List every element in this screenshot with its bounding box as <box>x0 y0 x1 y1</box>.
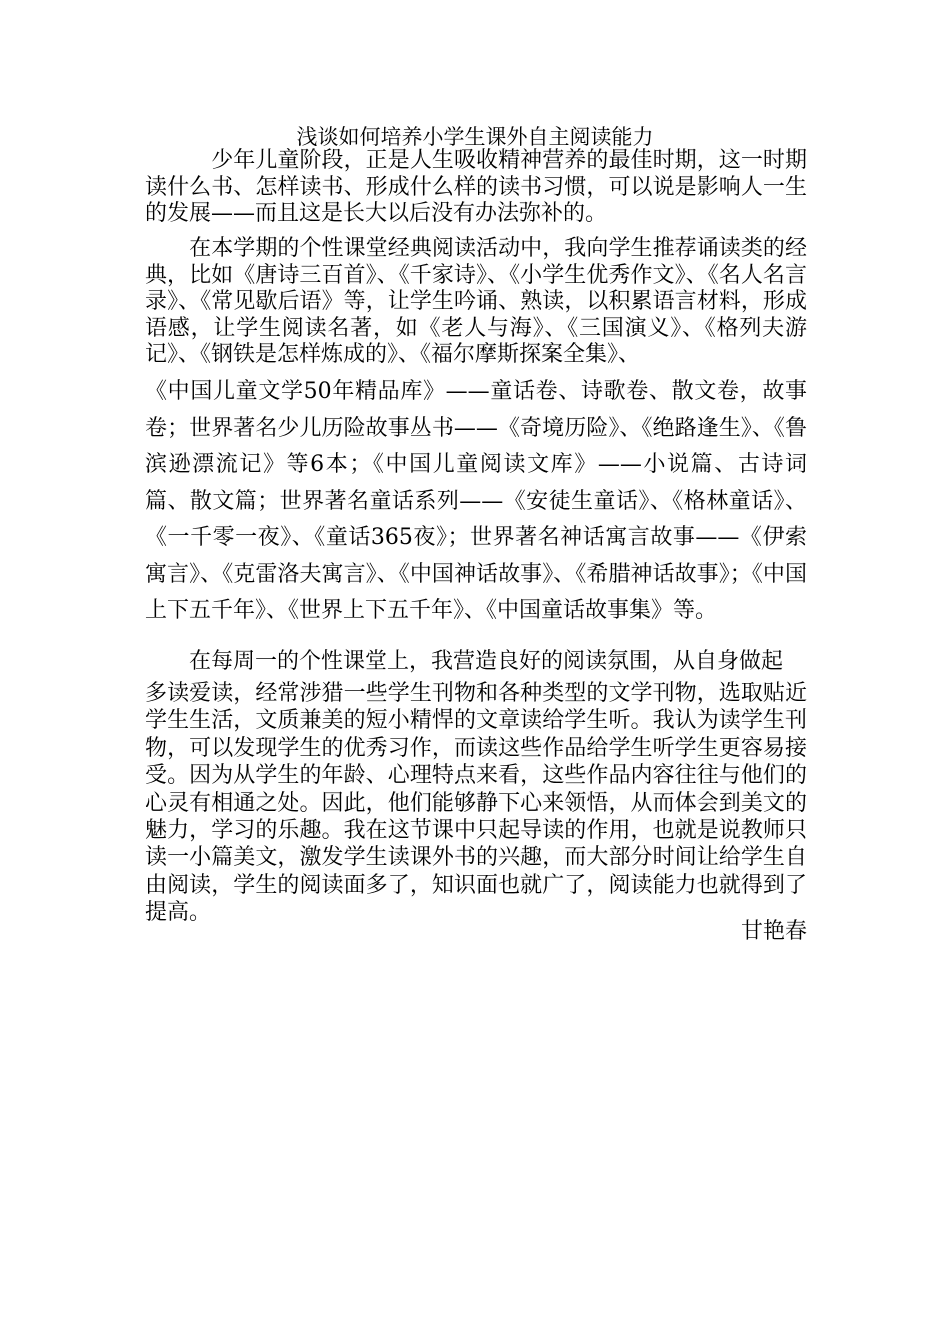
author-signature: 甘艳春 <box>740 919 807 944</box>
paragraph-monday-class: 在每周一的个性课堂上，我营造良好的阅读氛围，从自身做起 <box>145 649 784 674</box>
paragraph-reading-method: 多读爱读，经常涉猎一些学生刊物和各种类型的文学刊物，选取贴近学生生活，文质兼美的短小精悍的文章读给学生听。我认为读学生刊物，可以发现学生的优秀习作，而读这些作品给学生听学生更容易接受。因为从学生的年龄、心理特点来看，这些作品内容往往与他们的心灵有相通之处。因此，他们能够静下心来领悟，从而体会到美文的魅力，学习的乐趣。我在这节课中只起导读的作用，也就是说教师只读一小篇美文，激发学生读课外书的兴趣，而大部分时间让给学生自由阅读，学生的阅读面多了，知识面也就广了，阅读能力也就得到了提高。 <box>145 681 807 926</box>
document-title: 浅谈如何培养小学生课外自主阅读能力 <box>296 125 654 149</box>
paragraph-intro: 少年儿童阶段，正是人生吸收精神营养的最佳时期，这一时期读什么书、怎样读书、形成什么样的读书习惯，可以说是影响人一生的发展——而且这是长大以后没有办法弥补的。 <box>145 148 807 226</box>
paragraph-classics: 在本学期的个性课堂经典阅读活动中，我向学生推荐诵读类的经典，比如《唐诗三百首》、《千家诗》、《小学生优秀作文》、《名人名言录》、《常见歇后语》等，让学生吟诵、熟读，以积累语言材料，形成语感，让学生阅读名著，如《老人与海》、《三国演义》、《格列夫游记》、《钢铁是怎样炼成的》、《福尔摩斯探案全集》、 <box>145 236 807 367</box>
paragraph-book-list: 《中国儿童文学50年精品库》——童话卷、诗歌卷、散文卷，故事卷；世界著名少儿历险故事丛书——《奇境历险》、《绝路逢生》、《鲁滨逊漂流记》等6本；《中国儿童阅读文库》——小说篇、古诗词篇、散文篇；世界著名童话系列——《安徒生童话》、《格林童话》、《一千零一夜》、《童话365夜》；世界著名神话寓言故事——《伊索寓言》、《克雷洛夫寓言》、《中国神话故事》、《希腊神话故事》；《中国上下五千年》、《世界上下五千年》、《中国童话故事集》等。 <box>145 379 807 623</box>
